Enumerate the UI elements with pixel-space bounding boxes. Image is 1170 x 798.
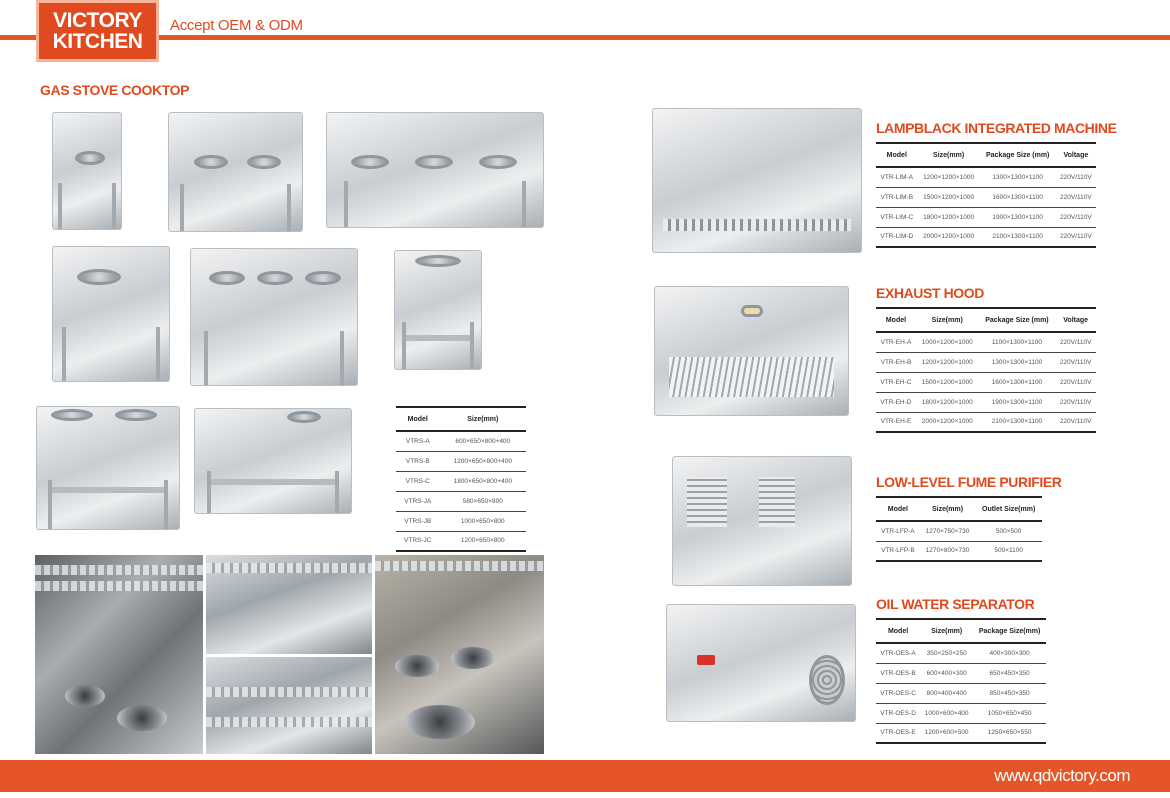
- section-title-fume-purifier: LOW-LEVEL FUME PURIFIER: [876, 474, 1062, 490]
- table-cell: VTR-OES-E: [876, 723, 920, 743]
- product-image-triple-burner-stove: [326, 112, 544, 228]
- table-header: Size(mm): [440, 407, 526, 431]
- table-row: [876, 521, 1042, 541]
- product-image-oil-water-separator: [666, 604, 856, 722]
- table-row: [876, 683, 1046, 703]
- table-row: [876, 352, 1096, 372]
- table-cell: VTR-LFP-A: [876, 521, 920, 541]
- table-cell: 500×1100: [975, 541, 1042, 561]
- table-cell: 220V/110V: [1056, 227, 1096, 247]
- table-header: Size(mm): [916, 308, 979, 332]
- table-cell: 220V/110V: [1056, 187, 1096, 207]
- product-image-fume-purifier: [672, 456, 852, 586]
- table-cell: 800×400×400: [920, 683, 973, 703]
- table-cell: 500×500: [975, 521, 1042, 541]
- kitchen-photo-wok-line: [35, 555, 203, 754]
- table-cell: 1300×1300×1100: [980, 167, 1056, 187]
- table-cell: 220V/110V: [1056, 167, 1096, 187]
- table-cell: 1800×1200×1000: [918, 207, 980, 227]
- table-header: Package Size(mm): [973, 619, 1046, 643]
- table-header: Model: [396, 407, 440, 431]
- section-title-lampblack: LAMPBLACK INTEGRATED MACHINE: [876, 120, 1117, 136]
- table-header: Outlet Size(mm): [975, 497, 1042, 521]
- table-header: Voltage: [1055, 308, 1096, 332]
- table-cell: VTRS-JA: [396, 491, 440, 511]
- fume-purifier-spec-table: [876, 496, 1042, 562]
- table-cell: VTR-EH-B: [876, 352, 916, 372]
- table-row: [876, 372, 1096, 392]
- exhaust-hood-spec-table: [876, 307, 1096, 433]
- table-header: Model: [876, 619, 920, 643]
- section-title-oil-separator: OIL WATER SEPARATOR: [876, 596, 1035, 612]
- table-cell: 1250×650×550: [973, 723, 1046, 743]
- table-header: Package Size (mm): [980, 143, 1056, 167]
- table-cell: 650×450×350: [973, 663, 1046, 683]
- table-cell: 220V/110V: [1055, 392, 1096, 412]
- table-header: Size(mm): [920, 619, 973, 643]
- table-cell: 850×450×350: [973, 683, 1046, 703]
- gas-stove-spec-table: [396, 406, 526, 552]
- table-cell: VTR-OES-B: [876, 663, 920, 683]
- table-cell: 2000×1200×1000: [918, 227, 980, 247]
- table-cell: VTR-LIM-B: [876, 187, 918, 207]
- table-cell: VTR-OES-A: [876, 643, 920, 663]
- table-cell: 220V/110V: [1055, 352, 1096, 372]
- table-cell: VTR-LIM-D: [876, 227, 918, 247]
- logo-line-2: KITCHEN: [52, 30, 143, 53]
- table-cell: 2100×1300×1100: [979, 412, 1056, 432]
- table-cell: VTR-EH-E: [876, 412, 916, 432]
- table-row: [876, 412, 1096, 432]
- product-image-single-burner-stove: [52, 112, 122, 230]
- table-row: [876, 332, 1096, 352]
- table-header: Size(mm): [920, 497, 976, 521]
- table-cell: 220V/110V: [1055, 332, 1096, 352]
- product-image-double-ring-table: [36, 406, 180, 530]
- table-cell: 1600×1300×1100: [980, 187, 1056, 207]
- table-cell: 580×650×800: [440, 491, 526, 511]
- table-row: [396, 531, 526, 551]
- table-row: [876, 663, 1046, 683]
- table-row: [876, 207, 1096, 227]
- table-cell: 1200×1200×1000: [916, 352, 979, 372]
- table-row: [396, 491, 526, 511]
- table-cell: VTRS-B: [396, 451, 440, 471]
- table-cell: 1200×600×500: [920, 723, 973, 743]
- table-row: [876, 187, 1096, 207]
- section-title-exhaust-hood: EXHAUST HOOD: [876, 285, 984, 301]
- footer-bar: [0, 760, 1170, 792]
- table-header: Voltage: [1056, 143, 1096, 167]
- table-cell: 600×400×300: [920, 663, 973, 683]
- table-row: [396, 471, 526, 491]
- table-cell: 600×650×800+400: [440, 431, 526, 451]
- table-row: [876, 703, 1046, 723]
- table-cell: VTRS-C: [396, 471, 440, 491]
- table-row: [876, 723, 1046, 743]
- table-row: [396, 451, 526, 471]
- table-cell: VTR-EH-C: [876, 372, 916, 392]
- table-cell: 1270×750×730: [920, 521, 976, 541]
- table-cell: 1050×650×450: [973, 703, 1046, 723]
- table-cell: 1000×600×400: [920, 703, 973, 723]
- table-row: [876, 227, 1096, 247]
- table-cell: 1200×650×800: [440, 531, 526, 551]
- table-cell: 1270×800×730: [920, 541, 976, 561]
- section-title-gas-stove: GAS STOVE COOKTOP: [40, 82, 190, 98]
- table-cell: VTRS-A: [396, 431, 440, 451]
- table-cell: VTR-EH-D: [876, 392, 916, 412]
- table-row: [876, 167, 1096, 187]
- brand-logo[interactable]: [36, 0, 159, 62]
- table-header: Model: [876, 308, 916, 332]
- table-cell: VTR-OES-D: [876, 703, 920, 723]
- table-cell: 1500×1200×1000: [918, 187, 980, 207]
- table-cell: 220V/110V: [1055, 372, 1096, 392]
- table-cell: 2100×1300×1100: [980, 227, 1056, 247]
- table-cell: VTR-LFP-B: [876, 541, 920, 561]
- table-header: Model: [876, 497, 920, 521]
- table-cell: 1800×1200×1000: [916, 392, 979, 412]
- table-row: [876, 541, 1042, 561]
- kitchen-photo-hall: [206, 657, 372, 754]
- kitchen-photo-prep-area: [206, 555, 372, 654]
- table-cell: VTR-OES-C: [876, 683, 920, 703]
- table-cell: 1500×1200×1000: [916, 372, 979, 392]
- table-cell: 400×300×300: [973, 643, 1046, 663]
- website-link[interactable]: www.qdvictory.com: [994, 766, 1130, 785]
- product-image-exhaust-hood: [654, 286, 849, 416]
- table-cell: 1300×1300×1100: [979, 352, 1056, 372]
- table-row: [876, 392, 1096, 412]
- table-header: Model: [876, 143, 918, 167]
- product-image-stock-pot-stand: [394, 250, 482, 370]
- table-cell: VTR-LIM-C: [876, 207, 918, 227]
- table-cell: VTR-LIM-A: [876, 167, 918, 187]
- table-cell: 1200×650×800+400: [440, 451, 526, 471]
- product-image-wok-stove-single: [52, 246, 170, 382]
- logo-line-1: VICTORY: [53, 9, 142, 32]
- table-cell: VTRS-JB: [396, 511, 440, 531]
- product-image-lampblack-machine: [652, 108, 862, 253]
- oil-separator-spec-table: [876, 618, 1046, 744]
- table-row: [396, 511, 526, 531]
- table-cell: 1600×1300×1100: [979, 372, 1056, 392]
- table-header: Size(mm): [918, 143, 980, 167]
- header-rule: [0, 35, 1170, 40]
- table-row: [876, 643, 1046, 663]
- table-cell: 1100×1300×1100: [979, 332, 1056, 352]
- lampblack-spec-table: [876, 142, 1096, 248]
- table-cell: VTRS-JC: [396, 531, 440, 551]
- table-row: [396, 431, 526, 451]
- kitchen-photo-burners: [375, 555, 544, 754]
- product-image-work-table-sink: [194, 408, 352, 514]
- table-cell: 1900×1300×1100: [980, 207, 1056, 227]
- product-image-wok-stove-triple: [190, 248, 358, 386]
- table-cell: 1200×1200×1000: [918, 167, 980, 187]
- table-cell: 1000×1200×1000: [916, 332, 979, 352]
- table-cell: 220V/110V: [1056, 207, 1096, 227]
- tagline: Accept OEM & ODM: [170, 17, 303, 34]
- table-cell: 220V/110V: [1055, 412, 1096, 432]
- table-cell: VTR-EH-A: [876, 332, 916, 352]
- table-cell: 1800×650×800+400: [440, 471, 526, 491]
- table-cell: 350×250×250: [920, 643, 973, 663]
- table-cell: 1000×650×800: [440, 511, 526, 531]
- table-cell: 2000×1200×1000: [916, 412, 979, 432]
- product-image-double-burner-stove: [168, 112, 303, 232]
- table-header: Package Size (mm): [979, 308, 1056, 332]
- table-cell: 1900×1300×1100: [979, 392, 1056, 412]
